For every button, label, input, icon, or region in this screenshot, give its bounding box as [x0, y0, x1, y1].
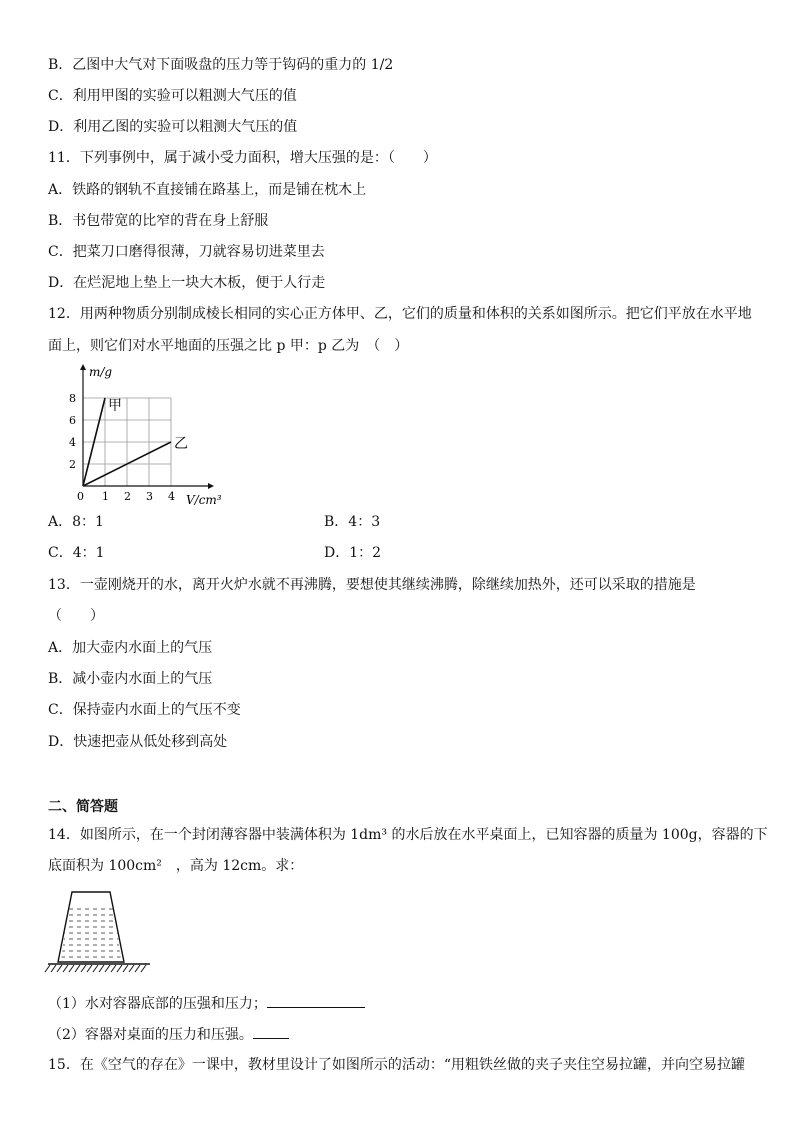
q11-option-d: D．在烂泥地上垫上一块大木板，便于人行走 [48, 275, 326, 291]
container-water [61, 908, 121, 960]
x-tick-label: 0 [77, 490, 84, 503]
series-label-乙: 乙 [174, 436, 188, 452]
q14-sub1 [48, 993, 365, 1013]
q12-option-a: A．8：1 [48, 514, 104, 530]
y-axis-arrow [80, 364, 86, 370]
x-tick-label: 1 [102, 490, 109, 503]
container-diagram [44, 888, 156, 974]
chart-x-axis-label: V/cm³ [186, 493, 222, 507]
y-tick-label: 2 [69, 458, 76, 471]
series-label-甲: 甲 [108, 398, 122, 414]
q14-sub1-text: （1）水对容器底部的压强和压力； [48, 996, 267, 1012]
q11-option-b: B．书包带宽的比窄的背在身上舒服 [48, 213, 269, 229]
q13-option-b: B．减小壶内水面上的气压 [48, 671, 213, 687]
answer-blank-2[interactable] [253, 1024, 289, 1039]
q13-option-a: A．加大壶内水面上的气压 [48, 640, 213, 656]
chart-grid [83, 398, 171, 486]
q14-stem-line1: 14．如图所示，在一个封闭薄容器中装满体积为 1dm³ 的水后放在水平桌面上，已知容器的质量为 100g，容器的下 [48, 827, 768, 843]
q13-option-c: C．保持壶内水面上的气压不变 [48, 702, 241, 718]
y-tick-label: 8 [69, 392, 76, 405]
x-tick-label: 3 [146, 490, 153, 503]
q15-stem-line1: 15．在《空气的存在》一课中，教材里设计了如图所示的活动：“用粗铁丝做的夹子夹住空易拉罐，并向空易拉罐 [48, 1057, 745, 1073]
chart-axes [80, 364, 214, 489]
x-tick-label: 4 [168, 490, 175, 503]
chart-y-axis-label: m/g [89, 365, 113, 379]
q12-option-d: D．1：2 [324, 545, 382, 561]
q12-stem-line2: 面上，则它们对水平地面的压强之比 p 甲：p 乙为 （ ） [48, 338, 409, 354]
q12-option-c: C．4：1 [48, 545, 105, 561]
x-tick-label: 2 [124, 490, 131, 503]
y-tick-label: 4 [69, 436, 76, 449]
q13-paren: （ ） [48, 608, 104, 624]
x-axis-arrow [208, 483, 214, 489]
answer-blank-1[interactable] [267, 993, 365, 1008]
q12-option-b: B．4：3 [324, 514, 381, 530]
section-heading: 二、简答题 [48, 799, 118, 815]
q14-sub2-text: （2）容器对桌面的压力和压强。 [48, 1027, 253, 1043]
q14-stem-line2: 底面积为 100cm² ，高为 12cm。求： [48, 858, 304, 874]
q13-option-d: D．快速把壶从低处移到高处 [48, 734, 228, 750]
q10-option-b: B．乙图中大气对下面吸盘的压力等于钩码的重力的 1/2 [48, 57, 394, 73]
q10-option-c: C．利用甲图的实验可以粗测大气压的值 [48, 88, 297, 104]
q11-option-c: C．把菜刀口磨得很薄，刀就容易切进菜里去 [48, 244, 325, 260]
q14-sub2 [48, 1024, 289, 1044]
q12-stem-line1: 12．用两种物质分别制成棱长相同的实心正方体甲、乙，它们的质量和体积的关系如图所示。把它们平放在水平地 [48, 306, 752, 322]
table-hatching [45, 965, 146, 972]
mass-volume-graph [60, 364, 230, 510]
q10-option-d: D．利用乙图的实验可以粗测大气压的值 [48, 119, 298, 135]
q13-stem: 13．一壶刚烧开的水，离开火炉水就不再沸腾，要想使其继续沸腾，除继续加热外，还可以采取的措施是 [48, 577, 696, 593]
q11-stem: 11．下列事例中，属于减小受力面积，增大压强的是：（ ） [48, 150, 437, 166]
y-tick-label: 6 [69, 414, 76, 427]
q11-option-a: A．铁路的钢轨不直接铺在路基上，而是铺在枕木上 [48, 182, 367, 198]
